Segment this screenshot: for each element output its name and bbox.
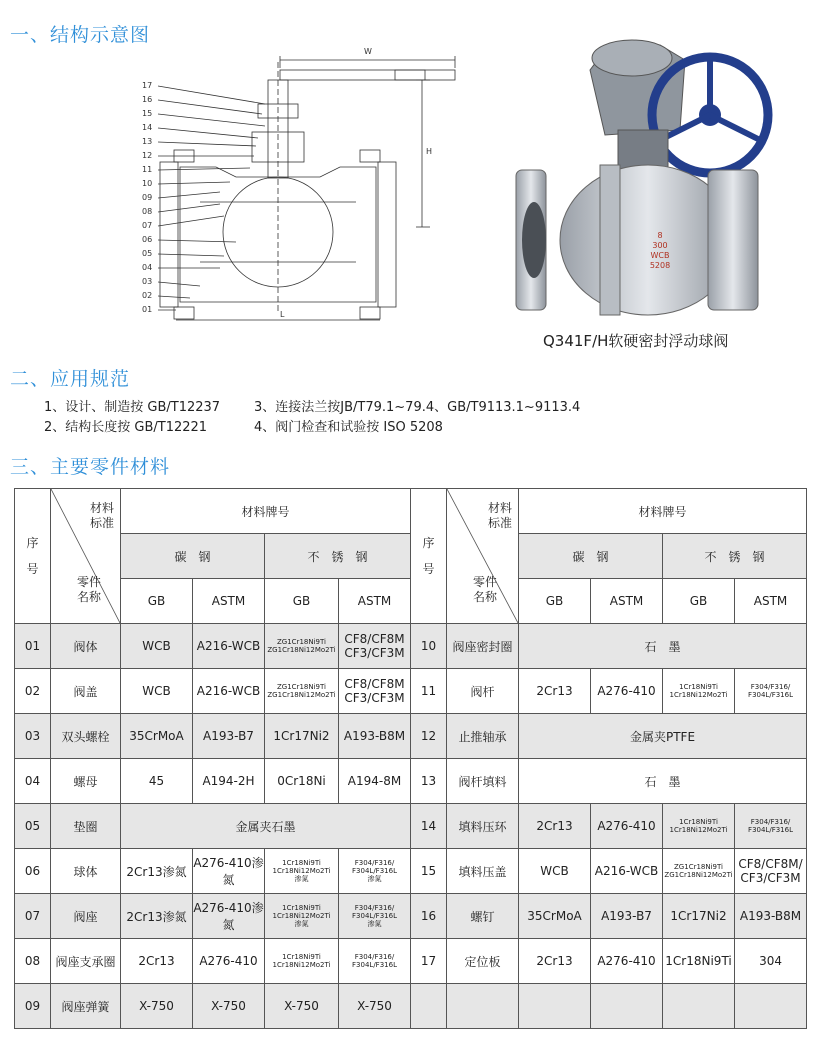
section-title-structure: 一、结构示意图 [10, 24, 151, 46]
spec-3: 3、连接法兰按JB/T79.1~79.4、GB/T9113.1~9113.4 [254, 400, 581, 415]
carbon-gb: 2Cr13 [519, 804, 591, 849]
carbon-gb: WCB [519, 849, 591, 894]
photo-caption: Q341F/H软硬密封浮动球阀 [543, 332, 729, 350]
table-row [15, 759, 807, 804]
header-diagonal-left [51, 489, 121, 624]
seq-header-left: 序 号 [15, 489, 51, 624]
row-number: 13 [411, 759, 447, 804]
row-number: 12 [411, 714, 447, 759]
spec-4: 4、阀门检查和试验按 ISO 5208 [254, 420, 443, 435]
carbon-astm: A193-B7 [591, 894, 663, 939]
row-number: 04 [15, 759, 51, 804]
carbon-gb: 2Cr13 [519, 939, 591, 984]
stamp-line-1: 8 [657, 231, 663, 240]
carbon-gb: 2Cr13 [519, 669, 591, 714]
label-01: 01 [142, 305, 153, 314]
carbon-steel-right: 碳 钢 [519, 534, 663, 579]
row-number: 15 [411, 849, 447, 894]
label-04: 04 [142, 263, 153, 272]
carbon-gb: WCB [121, 669, 193, 714]
stainless-astm: F304/F316/ F304L/F316L [339, 939, 411, 984]
label-15: 15 [142, 109, 153, 118]
merged-material: 石 墨 [519, 624, 807, 669]
carbon-gb: 2Cr13渗氮 [121, 849, 193, 894]
parts-material-table [14, 488, 807, 1029]
carbon-astm: A216-WCB [591, 849, 663, 894]
stainless-gb: 1Cr18Ni9Ti 1Cr18Ni12Mo2Ti 渗氮 [265, 849, 339, 894]
table-row [15, 804, 807, 849]
stainless-right: 不 锈 钢 [663, 534, 807, 579]
label-17: 17 [142, 81, 153, 90]
spec-2: 2、结构长度按 GB/T12221 [44, 420, 208, 435]
carbon-gb: 35CrMoA [121, 714, 193, 759]
carbon-astm: A276-410渗氮 [193, 894, 265, 939]
part-name: 球体 [51, 849, 121, 894]
carbon-astm: A216-WCB [193, 669, 265, 714]
label-06: 06 [142, 235, 153, 244]
gb-header: GB [519, 579, 591, 624]
part-name: 阀盖 [51, 669, 121, 714]
stainless-gb: 1Cr17Ni2 [265, 714, 339, 759]
gb-header: GB [121, 579, 193, 624]
row-number: 06 [15, 849, 51, 894]
stainless-gb: 1Cr18Ni9Ti 1Cr18Ni12Mo2Ti 渗氮 [265, 894, 339, 939]
carbon-astm: A276-410 [591, 939, 663, 984]
gb-header: GB [663, 579, 735, 624]
section-title-materials: 三、主要零件材料 [10, 456, 171, 478]
part-name: 填料压环 [447, 804, 519, 849]
label-05: 05 [142, 249, 153, 258]
dim-h: H [426, 147, 433, 156]
table-row [15, 894, 807, 939]
seq-header-right: 序 号 [411, 489, 447, 624]
part-name: 双头螺栓 [51, 714, 121, 759]
astm-header: ASTM [193, 579, 265, 624]
carbon-steel-left: 碳 钢 [121, 534, 265, 579]
empty-cell [411, 984, 447, 1029]
header-diagonal-right [447, 489, 519, 624]
astm-header: ASTM [735, 579, 807, 624]
stainless-gb: ZG1Cr18Ni9Ti ZG1Cr18Ni12Mo2Ti [265, 624, 339, 669]
std-label: 材料 标准 [488, 501, 513, 530]
part-label: 零件 名称 [77, 575, 102, 604]
row-number: 03 [15, 714, 51, 759]
label-14: 14 [142, 123, 153, 132]
carbon-astm: A216-WCB [193, 624, 265, 669]
table-row [15, 669, 807, 714]
stainless-astm: A194-8M [339, 759, 411, 804]
gb-header: GB [265, 579, 339, 624]
empty-cell [735, 984, 807, 1029]
stainless-gb: ZG1Cr18Ni9Ti ZG1Cr18Ni12Mo2Ti [265, 669, 339, 714]
material-grade-right: 材料牌号 [519, 489, 807, 534]
carbon-astm: A276-410 [591, 669, 663, 714]
row-number: 16 [411, 894, 447, 939]
label-10: 10 [142, 179, 153, 188]
dim-w: W [364, 47, 372, 56]
part-name: 阀座支承圈 [51, 939, 121, 984]
stamp-line-2: 300 [652, 241, 668, 250]
stainless-left: 不 锈 钢 [265, 534, 411, 579]
stamp-line-3: WCB [650, 251, 670, 260]
label-11: 11 [142, 165, 153, 174]
stainless-astm: CF8/CF8M CF3/CF3M [339, 624, 411, 669]
table-row [15, 849, 807, 894]
empty-cell [519, 984, 591, 1029]
table-row [15, 624, 807, 669]
stainless-gb: 1Cr18Ni9Ti 1Cr18Ni12Mo2Ti [663, 804, 735, 849]
carbon-astm: A276-410渗氮 [193, 849, 265, 894]
part-name: 螺母 [51, 759, 121, 804]
stainless-gb: 1Cr18Ni9Ti [663, 939, 735, 984]
carbon-gb: 2Cr13渗氮 [121, 894, 193, 939]
part-name: 阀座弹簧 [51, 984, 121, 1029]
stainless-astm: 304 [735, 939, 807, 984]
row-number: 14 [411, 804, 447, 849]
part-name: 填料压盖 [447, 849, 519, 894]
row-number: 09 [15, 984, 51, 1029]
carbon-astm: A193-B7 [193, 714, 265, 759]
part-name: 阀杆 [447, 669, 519, 714]
row-number: 07 [15, 894, 51, 939]
stainless-astm: F304/F316/ F304L/F316L [735, 804, 807, 849]
label-12: 12 [142, 151, 153, 160]
stainless-gb: 1Cr17Ni2 [663, 894, 735, 939]
merged-material: 石 墨 [519, 759, 807, 804]
stainless-astm: CF8/CF8M CF3/CF3M [339, 669, 411, 714]
part-name: 止推轴承 [447, 714, 519, 759]
std-label: 材料 标准 [89, 501, 114, 530]
carbon-astm: A194-2H [193, 759, 265, 804]
label-02: 02 [142, 291, 153, 300]
row-number: 08 [15, 939, 51, 984]
label-09: 09 [142, 193, 153, 202]
dim-l: L [280, 310, 285, 319]
part-name: 螺钉 [447, 894, 519, 939]
carbon-gb: X-750 [121, 984, 193, 1029]
astm-header: ASTM [591, 579, 663, 624]
stainless-astm: CF8/CF8M/ CF3/CF3M [735, 849, 807, 894]
table-row [15, 714, 807, 759]
part-name: 定位板 [447, 939, 519, 984]
merged-material: 金属夹石墨 [121, 804, 411, 849]
stainless-gb: 1Cr18Ni9Ti 1Cr18Ni12Mo2Ti [663, 669, 735, 714]
carbon-gb: 45 [121, 759, 193, 804]
stainless-astm: X-750 [339, 984, 411, 1029]
valve-photo [510, 30, 780, 320]
part-name: 阀杆填料 [447, 759, 519, 804]
label-03: 03 [142, 277, 153, 286]
stainless-astm: F304/F316/ F304L/F316L 渗氮 [339, 849, 411, 894]
part-name: 阀体 [51, 624, 121, 669]
carbon-gb: 2Cr13 [121, 939, 193, 984]
label-07: 07 [142, 221, 153, 230]
valve-section-drawing [140, 42, 470, 327]
row-number: 11 [411, 669, 447, 714]
astm-header: ASTM [339, 579, 411, 624]
part-name: 阀座密封圈 [447, 624, 519, 669]
stainless-gb: ZG1Cr18Ni9Ti ZG1Cr18Ni12Mo2Ti [663, 849, 735, 894]
label-08: 08 [142, 207, 153, 216]
part-name: 垫圈 [51, 804, 121, 849]
part-label: 零件 名称 [473, 575, 498, 604]
material-grade-left: 材料牌号 [121, 489, 411, 534]
empty-cell [591, 984, 663, 1029]
spec-1: 1、设计、制造按 GB/T12237 [44, 400, 221, 415]
row-number: 17 [411, 939, 447, 984]
row-number: 10 [411, 624, 447, 669]
row-number: 01 [15, 624, 51, 669]
stainless-gb: 0Cr18Ni [265, 759, 339, 804]
row-number: 02 [15, 669, 51, 714]
stainless-gb: 1Cr18Ni9Ti 1Cr18Ni12Mo2Ti [265, 939, 339, 984]
table-row [15, 939, 807, 984]
empty-cell [447, 984, 519, 1029]
label-13: 13 [142, 137, 153, 146]
stainless-astm: F304/F316/ F304L/F316L 渗氮 [339, 894, 411, 939]
stainless-astm: A193-B8M [735, 894, 807, 939]
label-16: 16 [142, 95, 153, 104]
stainless-astm: A193-B8M [339, 714, 411, 759]
carbon-astm: A276-410 [193, 939, 265, 984]
row-number: 05 [15, 804, 51, 849]
stainless-gb: X-750 [265, 984, 339, 1029]
stainless-astm: F304/F316/ F304L/F316L [735, 669, 807, 714]
carbon-astm: A276-410 [591, 804, 663, 849]
carbon-astm: X-750 [193, 984, 265, 1029]
carbon-gb: 35CrMoA [519, 894, 591, 939]
part-name: 阀座 [51, 894, 121, 939]
carbon-gb: WCB [121, 624, 193, 669]
section-title-application: 二、应用规范 [10, 368, 131, 390]
table-row [15, 984, 807, 1029]
empty-cell [663, 984, 735, 1029]
merged-material: 金属夹PTFE [519, 714, 807, 759]
stamp-line-4: 5208 [649, 261, 671, 270]
